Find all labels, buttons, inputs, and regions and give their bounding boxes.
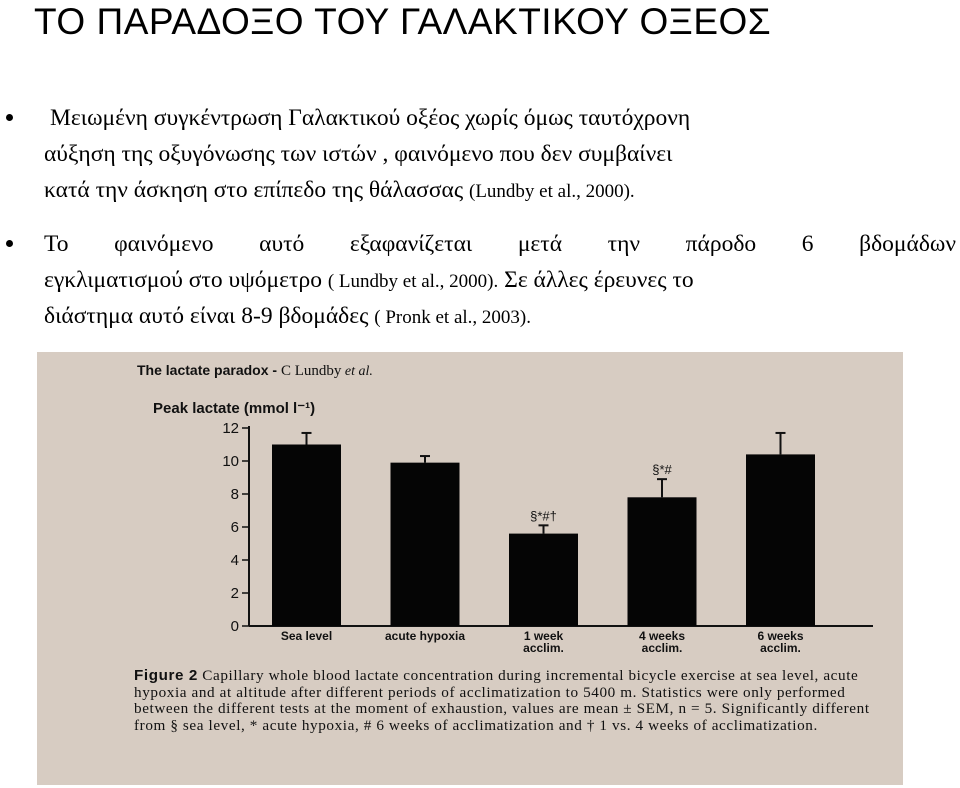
- x-tick-label: acclim.: [760, 641, 801, 655]
- x-tick-label: acclim.: [641, 641, 683, 655]
- x-tick-label: 4 weeks: [638, 629, 686, 643]
- bar: [509, 534, 578, 626]
- y-tick-label: 0: [230, 618, 239, 635]
- bullet-2-line-3-text: διάστημα αυτό είναι 8-9 βδομάδες: [44, 303, 369, 329]
- bullet-1-line-3: [44, 172, 635, 210]
- figure-header-etal: et al.: [341, 364, 373, 379]
- citation-lundby-1: (Lundby et al., 2000).: [469, 181, 635, 202]
- bullet-item-2: [0, 226, 960, 334]
- bullet-2-line-3: [44, 298, 531, 336]
- y-tick-label: 4: [230, 552, 239, 569]
- bullet-2-line-2: [44, 262, 694, 300]
- x-tick-label: acute hypoxia: [384, 629, 466, 643]
- x-tick-label: Sea level: [280, 629, 333, 643]
- bullet-2-line-2-text: εγκλιματισμού στο υψόμετρο: [44, 267, 322, 293]
- caption-text: Capillary whole blood lactate concentration during incremental bicycle exercise at sea level, acute hypoxia and at altitude after different periods of acclimatization to 5400 m. Statistics were only performed between the different tests at the moment of exhaustion, values are mean ± SEM, n = 5. Significantly different from § sea level, * acute hypoxia, # 6 weeks of acclimatization and † 1 vs. 4 weeks of acclimatization.: [134, 667, 870, 734]
- lactate-figure: [37, 352, 903, 785]
- citation-lundby-2: ( Lundby et al., 2000).: [327, 271, 499, 292]
- bar: [391, 463, 460, 626]
- y-tick-label: 12: [222, 420, 239, 437]
- figure-header-title: The lactate paradox: [137, 362, 269, 378]
- citation-pronk: ( Pronk et al., 2003).: [374, 307, 531, 328]
- caption-label: Figure 2: [134, 667, 198, 684]
- x-tick-label: acclim.: [523, 641, 564, 655]
- bullet-1-line-3-text: κατά την άσκηση στο επίπεδο της θάλασσας: [44, 177, 464, 203]
- x-tick-label: 6 weeks: [757, 629, 804, 643]
- bar: [272, 445, 341, 627]
- bullet-1-line-1: Μειωμένη συγκέντρωση Γαλακτικού οξέος χωρίς όμως ταυτόχρονη: [50, 105, 691, 131]
- bullet-item-1: [0, 100, 960, 208]
- y-tick-label: 10: [222, 453, 239, 470]
- bar-chart: [37, 352, 903, 662]
- slide-title: ΤΟ ΠΑΡΑΔΟΞΟ ΤΟΥ ΓΑΛΑΚΤΙΚΟΥ ΟΞΕΟΣ: [34, 1, 772, 42]
- figure-header-sep: -: [268, 362, 281, 378]
- bullet-dot-icon: [6, 240, 13, 247]
- significance-label: §*#†: [530, 508, 557, 524]
- figure-caption: [134, 668, 876, 734]
- bar: [746, 454, 815, 626]
- bullet-2-line-2-tail: Σε άλλες έρευνες το: [504, 267, 694, 293]
- y-tick-label: 8: [230, 486, 239, 503]
- bullet-dot-icon: [6, 114, 13, 121]
- bar: [628, 497, 697, 626]
- x-tick-label: 1 week: [523, 629, 564, 643]
- figure-header-author: C Lundby: [280, 363, 342, 379]
- y-axis-label: Peak lactate (mmol l⁻¹): [153, 400, 316, 417]
- significance-label: §*#: [652, 462, 672, 478]
- y-tick-label: 2: [230, 585, 239, 602]
- y-tick-label: 6: [230, 519, 239, 536]
- bullet-1-line-2: αύξηση της οξυγόνωσης των ιστών , φαινόμενο που δεν συμβαίνει: [44, 141, 673, 167]
- bullet-2-line-1: Το φαινόμενο αυτό εξαφανίζεται μετά την πάροδο 6 βδομάδων: [44, 231, 956, 257]
